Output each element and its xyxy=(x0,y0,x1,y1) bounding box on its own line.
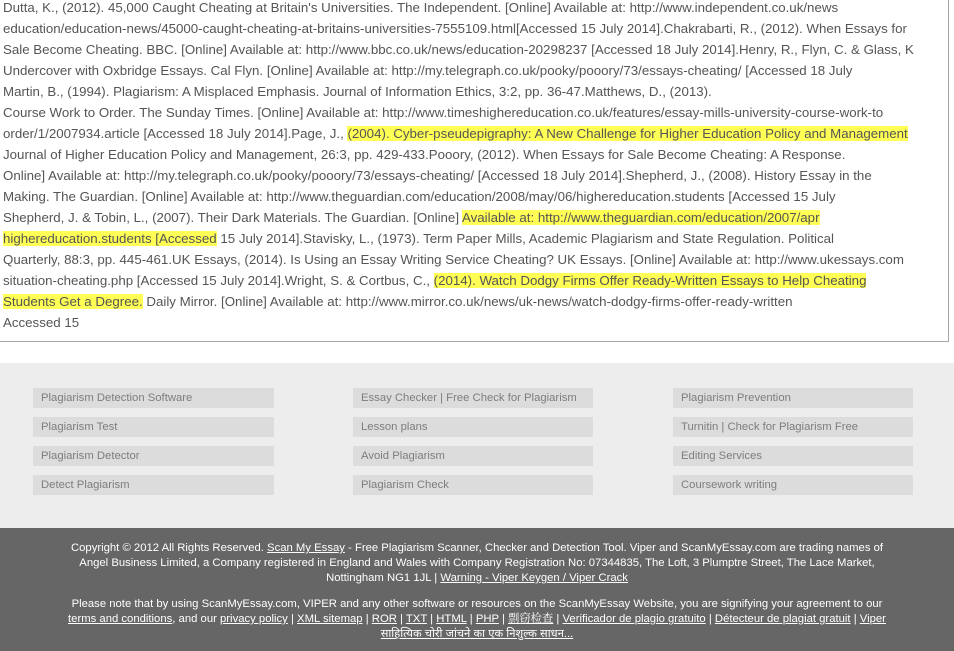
text-segment: Nottingham NG1 1JL | xyxy=(326,572,441,584)
text-segment: Online] Available at: http://my.telegraph.co.uk/pooky/pooory/73/essays-cheating/ [Accessed 18 July 2014].Shepherd, J., (2008). History Essay in the xyxy=(3,168,872,183)
footer-link[interactable]: XML sitemap xyxy=(297,613,363,625)
terms-line xyxy=(0,612,954,627)
text-segment: | xyxy=(427,613,437,625)
text-segment: | xyxy=(466,613,476,625)
reference-line xyxy=(3,270,944,291)
copyright-paragraph xyxy=(0,541,954,586)
text-segment: | xyxy=(705,613,715,625)
footer-link[interactable]: Scan My Essay xyxy=(267,542,345,554)
footer-button-plagiarism-check[interactable]: Plagiarism Check xyxy=(353,475,593,495)
reference-line xyxy=(3,0,944,18)
footer-button-avoid-plagiarism[interactable]: Avoid Plagiarism xyxy=(353,446,593,466)
footer-link[interactable]: 剽窃检查 xyxy=(508,613,554,625)
footer-button-plagiarism-detection-software[interactable]: Plagiarism Detection Software xyxy=(33,388,274,408)
reference-line xyxy=(3,81,944,102)
footer-button-turnitin[interactable]: Turnitin | Check for Plagiarism Free xyxy=(673,417,913,437)
copyright-line xyxy=(0,556,954,571)
highlighted-text: highereducation.students [Accessed xyxy=(3,231,217,246)
text-segment: | xyxy=(362,613,372,625)
highlighted-text: (2004). Cyber-pseudepigraphy: A New Challenge for Higher Education Policy and Management xyxy=(347,126,908,141)
text-segment: Making. The Guardian. [Online] Available at: http://www.theguardian.com/education/2008/may/06/highereducation.students [Accessed 15 July xyxy=(3,189,836,204)
text-segment: | xyxy=(553,613,563,625)
footer-link[interactable]: Détecteur de plagiat gratuit xyxy=(714,613,851,625)
text-segment: | xyxy=(498,613,509,625)
footer-link[interactable]: Verificador de plagio gratuito xyxy=(562,613,706,625)
footer-button-coursework-writing[interactable]: Coursework writing xyxy=(673,475,913,495)
reference-line xyxy=(3,123,944,144)
footer-button-editing-services[interactable]: Editing Services xyxy=(673,446,913,466)
text-segment: 15 July 2014].Stavisky, L., (1973). Term Paper Mills, Academic Plagiarism and State Regulation. Political xyxy=(216,231,835,246)
footer-button-lesson-plans[interactable]: Lesson plans xyxy=(353,417,593,437)
text-segment: Journal of Higher Education Policy and Management, 26:3, pp. 429-433.Pooory, (2012). When Essays for Sale Become Cheating: A Response. xyxy=(3,147,846,162)
text-segment: situation-cheating.php [Accessed 15 July 2014].Wright, S. & Cortbus, C., xyxy=(3,273,434,288)
terms-line xyxy=(0,597,954,612)
reference-line xyxy=(3,102,944,123)
text-segment: , and our xyxy=(172,613,221,625)
footer-button-detect-plagiarism[interactable]: Detect Plagiarism xyxy=(33,475,274,495)
reference-line xyxy=(3,60,944,81)
text-segment: Dutta, K., (2012). 45,000 Caught Cheating at Britain's Universities. The Independent. [Online] Available at: http://www.independent.co.uk/news xyxy=(3,0,839,15)
reference-line xyxy=(3,249,944,270)
reference-line xyxy=(3,207,944,228)
reference-line xyxy=(3,18,944,39)
text-segment: Copyright © 2012 All Rights Reserved. xyxy=(70,542,268,554)
footer-button-essay-checker[interactable]: Essay Checker | Free Check for Plagiarism xyxy=(353,388,593,408)
text-segment: Sale Become Cheating. BBC. [Online] Available at: http://www.bbc.co.uk/news/education-20298237 [Accessed 18 July 2014].Henry, R., Flyn, C. & Glass, K xyxy=(3,42,914,57)
text-segment: order/1/2007934.article [Accessed 18 July 2014].Page, J., xyxy=(3,126,348,141)
footer-links-band xyxy=(0,363,954,528)
text-segment: Undercover with Oxbridge Essays. Cal Flyn. [Online] Available at: http://my.telegraph.co.uk/pooky/pooory/73/essays-cheating/ [Accessed 18 July xyxy=(3,63,853,78)
text-segment: | xyxy=(850,613,860,625)
footer-links-column-1 xyxy=(33,388,274,495)
reference-line xyxy=(3,144,944,165)
footer-link[interactable]: HTML xyxy=(436,613,467,625)
footer-link[interactable]: terms and conditions xyxy=(68,613,173,625)
reference-line xyxy=(3,291,944,312)
highlighted-text: Students Get a Degree. xyxy=(3,294,143,309)
footer-link[interactable]: privacy policy xyxy=(220,613,288,625)
text-segment: - Free Plagiarism Scanner, Checker and Detection Tool. Viper and ScanMyEssay.com are trading names of xyxy=(344,542,884,554)
reference-line xyxy=(3,312,944,333)
text-segment: Shepherd, J. & Tobin, L., (2007). Their Dark Materials. The Guardian. [Online] xyxy=(3,210,462,225)
footer-link[interactable]: ROR xyxy=(371,613,397,625)
text-segment: Daily Mirror. [Online] Available at: http://www.mirror.co.uk/news/uk-news/watch-dodgy-firms-offer-ready-written xyxy=(142,294,793,309)
reference-line xyxy=(3,165,944,186)
copyright-line xyxy=(0,541,954,556)
reference-line xyxy=(3,39,944,60)
footer-links-column-2 xyxy=(353,388,593,495)
footer-link[interactable]: साहित्यिक चोरी जांचने का एक निशुल्क साधन... xyxy=(380,628,574,640)
footer-button-plagiarism-prevention[interactable]: Plagiarism Prevention xyxy=(673,388,913,408)
footer-link[interactable]: PHP xyxy=(475,613,499,625)
text-segment: Please note that by using ScanMyEssay.com, VIPER and any other software or resources on the ScanMyEssay Website, you are signifying your agreement to our xyxy=(71,598,883,610)
terms-line xyxy=(0,627,954,642)
text-segment: | xyxy=(396,613,406,625)
text-segment: | xyxy=(287,613,298,625)
footer-links-column-3 xyxy=(673,388,913,495)
legal-band xyxy=(0,528,954,651)
text-segment: Course Work to Order. The Sunday Times. [Online] Available at: http://www.timeshighereducation.co.uk/features/essay-mills-university-course-work-to xyxy=(3,105,884,120)
footer-link[interactable]: TXT xyxy=(405,613,428,625)
footer-button-plagiarism-test[interactable]: Plagiarism Test xyxy=(33,417,274,437)
highlighted-text: (2014). Watch Dodgy Firms Offer Ready-Written Essays to Help Cheating xyxy=(433,273,867,288)
text-segment: Accessed 15 xyxy=(3,315,80,330)
highlighted-text: Available at: http://www.theguardian.com/education/2007/apr xyxy=(461,210,820,225)
footer-button-plagiarism-detector[interactable]: Plagiarism Detector xyxy=(33,446,274,466)
reference-line xyxy=(3,228,944,249)
copyright-line xyxy=(0,571,954,586)
footer-link[interactable]: Warning - Viper Keygen / Viper Crack xyxy=(440,572,628,584)
footer-link[interactable]: Viper xyxy=(859,613,886,625)
terms-paragraph xyxy=(0,597,954,642)
text-segment: Martin, B., (1994). Plagiarism: A Misplaced Emphasis. Journal of Information Ethics, 3:2, pp. 36-47.Matthews, D., (2013). xyxy=(3,84,712,99)
text-segment: Quarterly, 88:3, pp. 445-461.UK Essays, (2014). Is Using an Essay Writing Service Cheating? UK Essays. [Online] Available at: http://www.ukessays.com xyxy=(3,252,904,267)
reference-line xyxy=(3,186,944,207)
text-segment: Angel Business Limited, a Company registered in England and Wales with Company Registration No: 07344835, The Loft, 3 Plumptre Street, The Lace Market, xyxy=(79,557,875,569)
text-segment: education/education-news/45000-caught-cheating-at-britains-universities-7555109.html[Accessed 15 July 2014].Chakrabarti, R., (2012). When Essays for xyxy=(3,21,907,36)
